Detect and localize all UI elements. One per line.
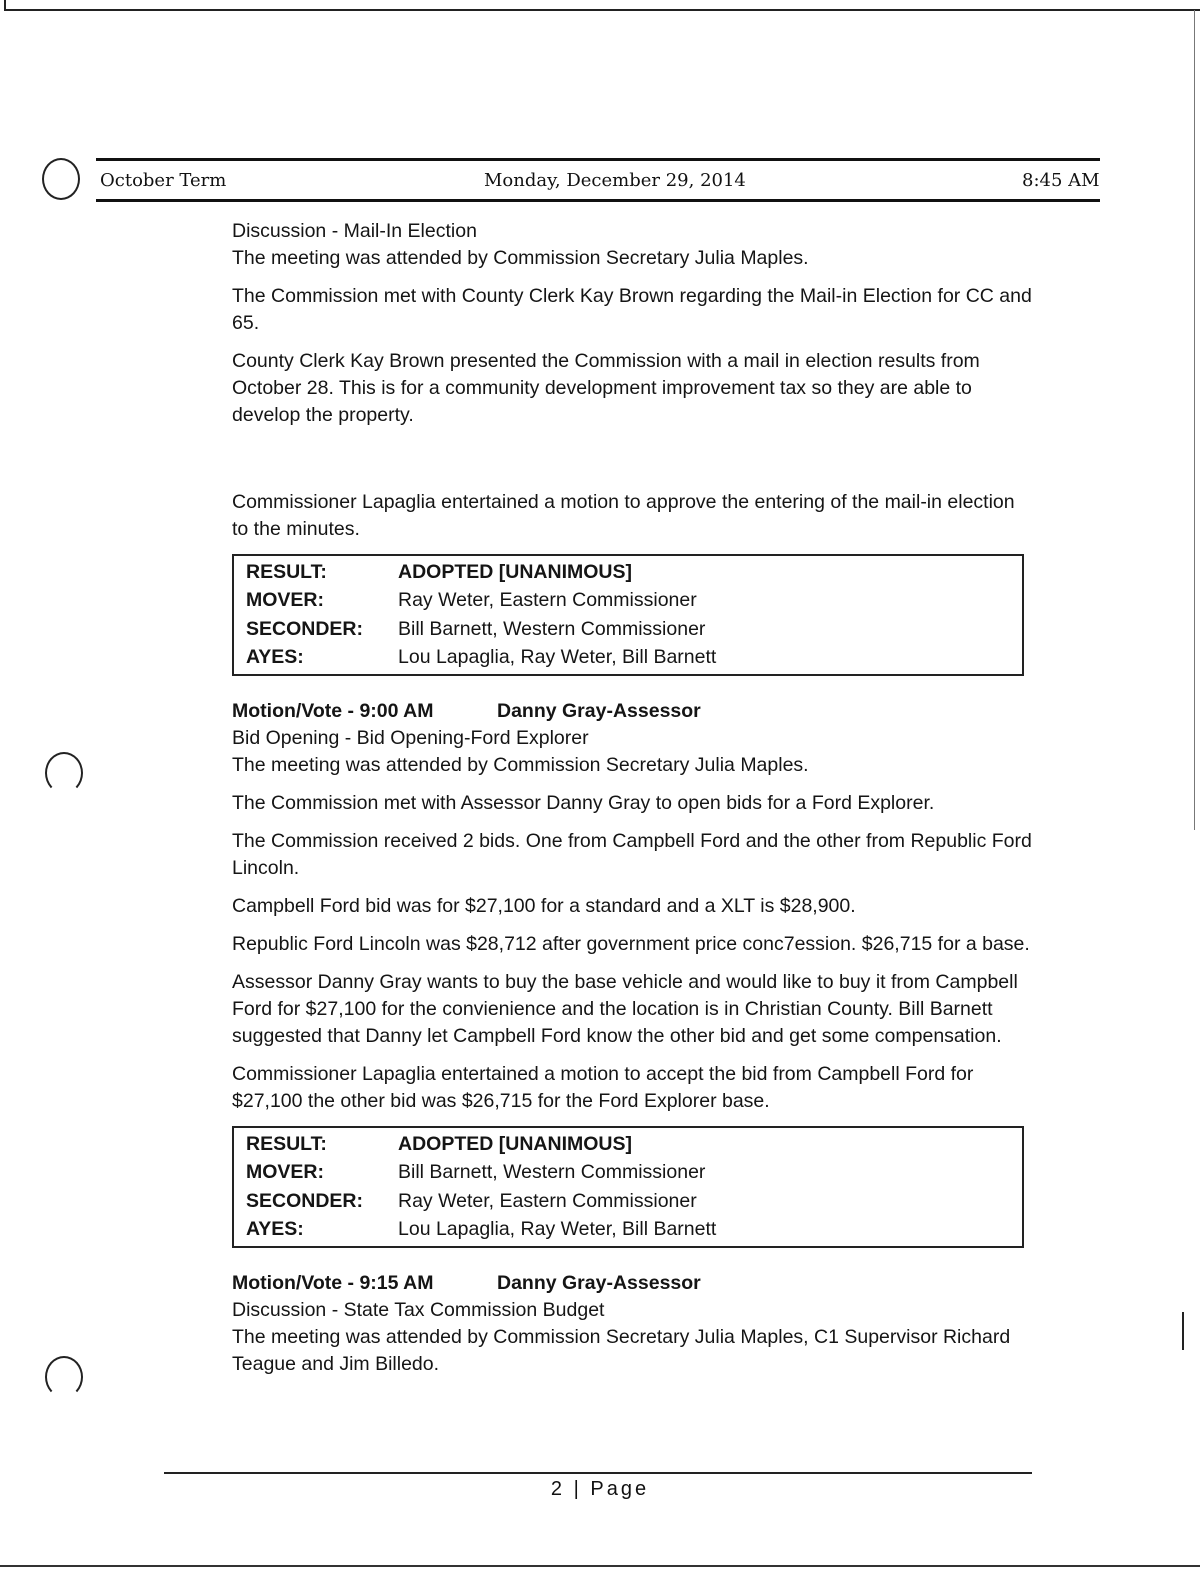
header-term: October Term	[100, 170, 227, 191]
scan-edge-bottom	[0, 1565, 1200, 1567]
scan-edge-tick	[4, 0, 6, 11]
paragraph: The Commission received 2 bids. One from Campbell Ford and the other from Republic Ford Lincoln.	[232, 830, 1032, 879]
motion-text: Commissioner Lapaglia entertained a motion to approve the entering of the mail-in election to the minutes.	[232, 491, 1015, 540]
paragraph: Assessor Danny Gray wants to buy the base vehicle and would like to buy it from Campbell Ford for $27,100 for the convienience and the location is in Christian County. Bill Barnett suggested that Danny let Campbell Ford know the other bid and get some compensation.	[232, 971, 1018, 1047]
vote-value: ADOPTED [UNANIMOUS]	[398, 1132, 632, 1155]
scan-edge-top	[4, 9, 1200, 11]
scan-edge-right	[1194, 10, 1195, 830]
vote-label: AYES:	[246, 1218, 304, 1241]
minutes-body	[232, 218, 1032, 1389]
attendance-text: The meeting was attended by Commission Secretary Julia Maples.	[232, 247, 809, 269]
vote-result-box	[232, 554, 1024, 676]
motion-heading	[232, 1270, 1032, 1297]
vote-label: RESULT:	[246, 560, 327, 583]
vote-label: SECONDER:	[246, 1189, 364, 1212]
vote-row-seconder	[246, 1187, 1022, 1216]
vote-label: MOVER:	[246, 589, 324, 612]
vote-row-result	[246, 558, 1022, 587]
motion-text: Commissioner Lapaglia entertained a motion to accept the bid from Campbell Ford for $27,100 the other bid was $26,715 for the Ford Explorer base.	[232, 1063, 974, 1112]
vote-value: Bill Barnett, Western Commissioner	[398, 1161, 706, 1184]
vote-value: Lou Lapaglia, Ray Weter, Bill Barnett	[398, 1218, 717, 1241]
vote-label: AYES:	[246, 646, 304, 669]
discussion-title: Discussion - State Tax Commission Budget	[232, 1299, 605, 1321]
punch-hole-icon	[42, 158, 80, 200]
header-date: Monday, December 29, 2014	[484, 170, 746, 191]
punch-hole-icon	[45, 752, 83, 794]
motion-presenter: Danny Gray-Assessor	[497, 1272, 701, 1294]
vote-value: Lou Lapaglia, Ray Weter, Bill Barnett	[398, 646, 717, 669]
punch-hole-icon	[45, 1356, 83, 1398]
motion-heading	[232, 698, 1032, 725]
discussion-title: Discussion - Mail-In Election	[232, 220, 477, 242]
bid-opening-title: Bid Opening - Bid Opening-Ford Explorer	[232, 727, 589, 749]
header-time: 8:45 AM	[1022, 170, 1100, 191]
vote-row-ayes	[246, 1216, 1022, 1245]
paragraph: Campbell Ford bid was for $27,100 for a standard and a XLT is $28,900.	[232, 895, 856, 917]
header-rule-bottom	[96, 199, 1100, 202]
page-number: 2 | Page	[550, 1478, 650, 1500]
vote-label: RESULT:	[246, 1132, 327, 1155]
vote-row-ayes	[246, 644, 1022, 673]
vote-value: Ray Weter, Eastern Commissioner	[398, 1189, 697, 1212]
header-rule-top	[96, 158, 1100, 161]
vote-value: ADOPTED [UNANIMOUS]	[398, 560, 632, 583]
attendance-text: The meeting was attended by Commission Secretary Julia Maples.	[232, 754, 809, 776]
vote-row-seconder	[246, 615, 1022, 644]
motion-time: Motion/Vote - 9:00 AM	[232, 700, 434, 722]
vote-row-result	[246, 1130, 1022, 1159]
vote-label: SECONDER:	[246, 617, 364, 640]
vote-label: MOVER:	[246, 1161, 324, 1184]
vote-result-box	[232, 1126, 1024, 1248]
scan-mark-right	[1182, 1312, 1184, 1350]
footer-rule	[164, 1472, 1032, 1474]
vote-value: Ray Weter, Eastern Commissioner	[398, 589, 697, 612]
vote-row-mover	[246, 587, 1022, 616]
attendance-text: The meeting was attended by Commission Secretary Julia Maples, C1 Supervisor Richard Teague and Jim Billedo.	[232, 1326, 1011, 1375]
paragraph: County Clerk Kay Brown presented the Commission with a mail in election results from October 28. This is for a community development improvement tax so they are able to develop the property.	[232, 350, 980, 426]
paragraph: The Commission met with County Clerk Kay Brown regarding the Mail-in Election for CC and 65.	[232, 285, 1032, 334]
vote-row-mover	[246, 1159, 1022, 1188]
vote-value: Bill Barnett, Western Commissioner	[398, 617, 706, 640]
paragraph: Republic Ford Lincoln was $28,712 after government price conc7ession. $26,715 for a base.	[232, 933, 1030, 955]
motion-presenter: Danny Gray-Assessor	[497, 700, 701, 722]
motion-time: Motion/Vote - 9:15 AM	[232, 1272, 434, 1294]
paragraph: The Commission met with Assessor Danny Gray to open bids for a Ford Explorer.	[232, 792, 935, 814]
